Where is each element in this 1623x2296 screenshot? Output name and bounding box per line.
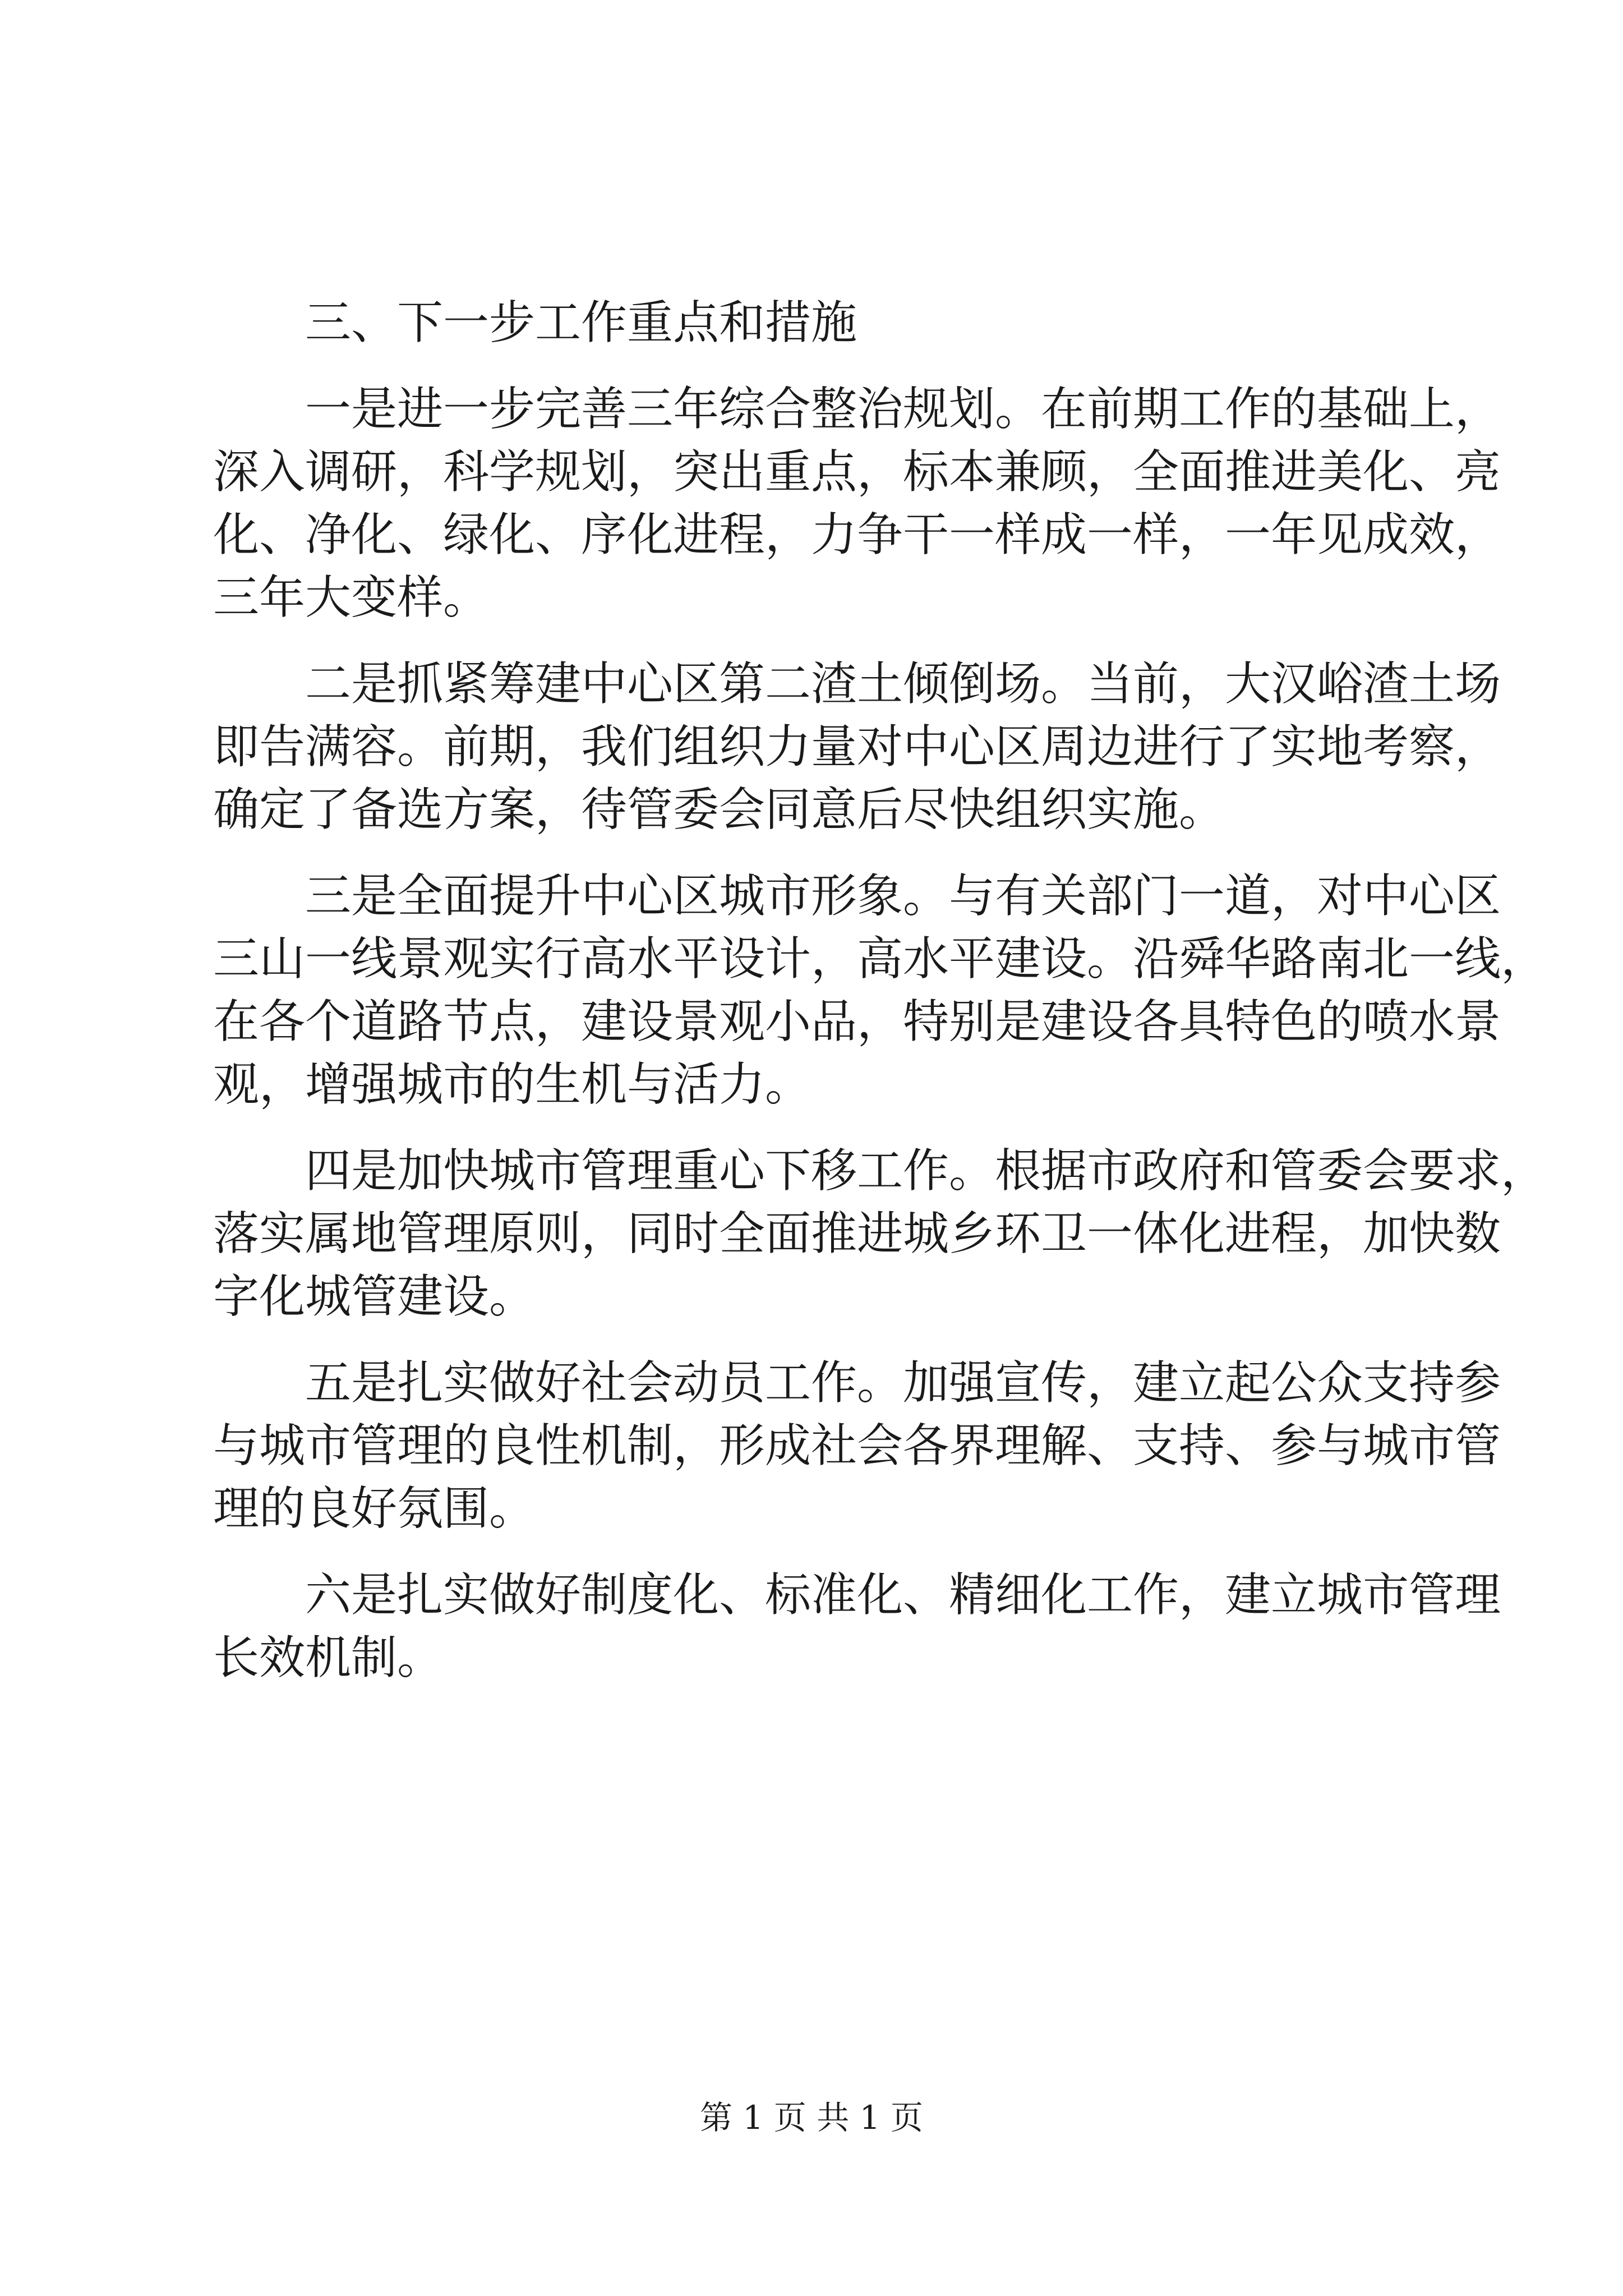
- paragraph-5: [213, 1352, 1501, 1540]
- page-footer: 第 1 页 共 1 页: [700, 2099, 923, 2137]
- section-heading: 三、下一步工作重点和措施: [305, 296, 857, 349]
- paragraph-6: [213, 1564, 1501, 1690]
- paragraph-line: 在各个道路节点，建设景观小品，特别是建设各具特色的喷水景: [213, 995, 1501, 1048]
- paragraph-line: 深入调研，科学规划，突出重点，标本兼顾，全面推进美化、亮: [213, 445, 1501, 499]
- paragraph-line: 三山一线景观实行高水平设计，高水平建设。沿舜华路南北一线，: [213, 932, 1547, 986]
- paragraph-line: 落实属地管理原则，同时全面推进城乡环卫一体化进程，加快数: [213, 1207, 1501, 1260]
- paragraph-line: 化、净化、绿化、序化进程，力争干一样成一样，一年见成效，: [213, 508, 1501, 562]
- paragraph-line: 字化城管建设。: [213, 1270, 536, 1323]
- document-body: [213, 292, 1547, 1690]
- paragraph-line: 二是抓紧筹建中心区第二渣土倾倒场。当前，大汉峪渣土场: [305, 657, 1501, 711]
- paragraph-line: 长效机制。: [213, 1631, 444, 1685]
- paragraph-line: 五是扎实做好社会动员工作。加强宣传，建立起公众支持参: [305, 1356, 1501, 1410]
- paragraph-line: 观，增强城市的生机与活力。: [213, 1058, 811, 1111]
- paragraph-3: [213, 865, 1547, 1116]
- paragraph-2: [213, 653, 1501, 841]
- paragraph-4: [213, 1140, 1547, 1328]
- paragraph-line: 与城市管理的良性机制，形成社会各界理解、支持、参与城市管: [213, 1419, 1501, 1473]
- paragraph-line: 四是加快城市管理重心下移工作。根据市政府和管委会要求，: [305, 1144, 1547, 1198]
- paragraph-line: 六是扎实做好制度化、标准化、精细化工作，建立城市管理: [305, 1568, 1501, 1622]
- paragraph-line: 即告满容。前期，我们组织力量对中心区周边进行了实地考察，: [213, 720, 1501, 774]
- paragraph-line: 三是全面提升中心区城市形象。与有关部门一道，对中心区: [305, 869, 1501, 923]
- paragraph-line: 一是进一步完善三年综合整治规划。在前期工作的基础上，: [305, 383, 1501, 436]
- paragraph-1: [213, 378, 1501, 629]
- paragraph-line: 三年大变样。: [213, 571, 490, 624]
- paragraph-line: 理的良好氛围。: [213, 1482, 536, 1535]
- paragraph-line: 确定了备选方案，待管委会同意后尽快组织实施。: [213, 783, 1225, 836]
